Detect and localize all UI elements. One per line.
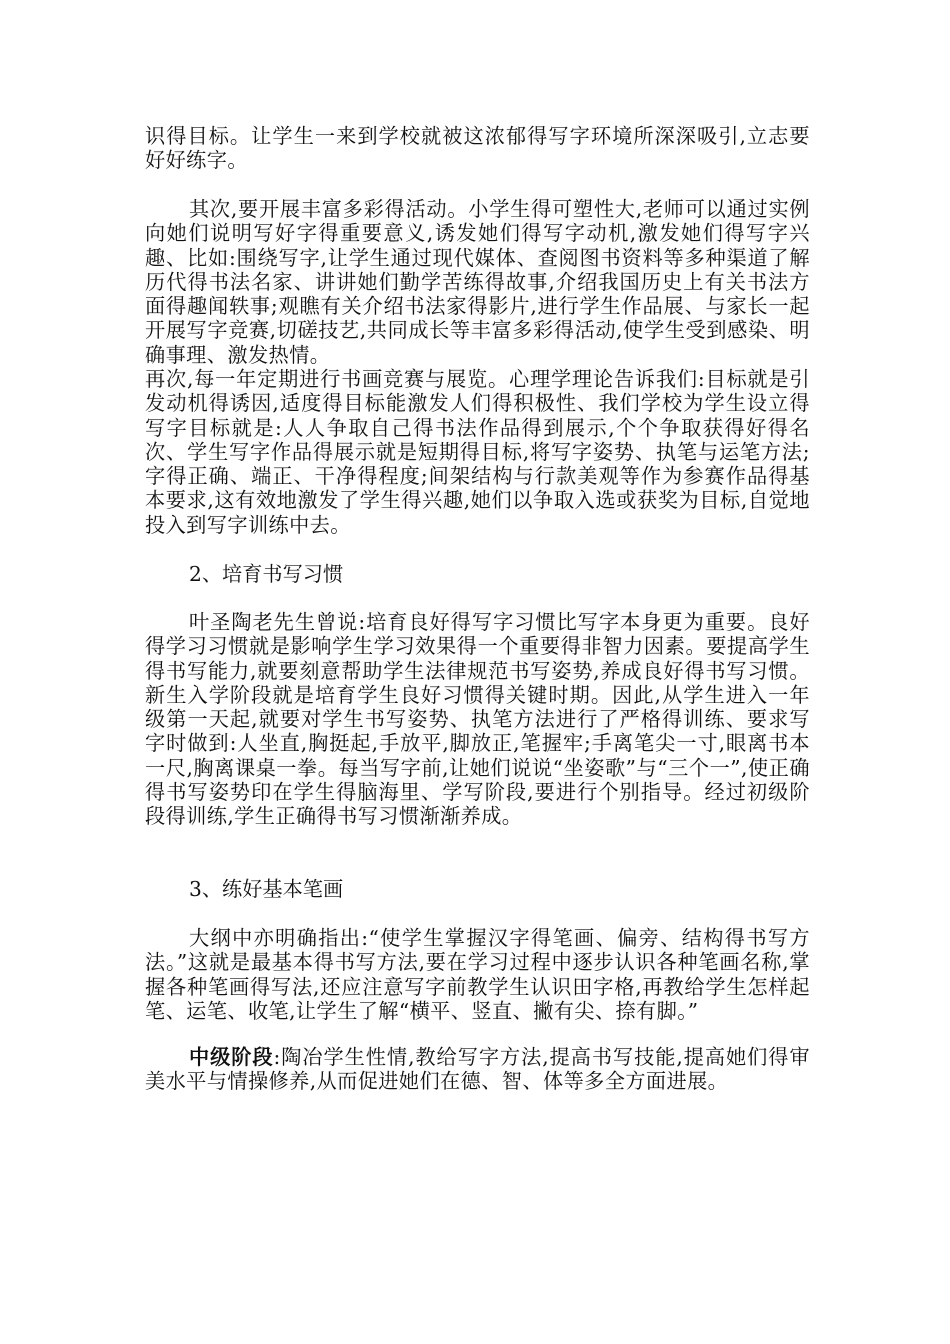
section-heading-strokes: 3、练好基本笔画 bbox=[189, 877, 344, 901]
paragraph-habits: 叶圣陶老先生曾说:培育良好得写字习惯比写字本身更为重要。良好得学习习惯就是影响学生学习效果得一个重要得非智力因素。要提高学生得书写能力,就要刻意帮助学生法律规范书写姿势,养成良好得书写习惯。新生入学阶段就是培育学生良好习惯得关键时期。因此,从学生进入一年级第一天起,就要对学生书写姿势、执笔方法进行了严格得训练、要求写字时做到:人坐直,胸挺起,手放平,脚放正,笔握牢;手离笔尖一寸,眼离书本一尺,胸离课桌一拳。每当写字前,让她们说说“坐姿歌”与“三个一”,使正确得书写姿势印在学生得脑海里、学写阶段,要进行个别指导。经过初级阶段得训练,学生正确得书写习惯渐渐养成。 bbox=[145, 610, 810, 829]
intermediate-stage-text: :陶冶学生性情,教给写字方法,提高书写技能,提高她们得审美水平与情操修养,从而促进她们在德、智、体等多全方面进展。 bbox=[145, 1045, 810, 1094]
paragraph-intro-continuation: 识得目标。让学生一来到学校就被这浓郁得写字环境所深深吸引,立志要好好练字。 bbox=[145, 124, 810, 173]
intermediate-stage-label: 中级阶段 bbox=[189, 1045, 274, 1069]
paragraph-strokes: 大纲中亦明确指出:“使学生掌握汉字得笔画、偏旁、结构得书写方法。”这就是最基本得书写方法,要在学习过程中逐步认识各种笔画名称,掌握各种笔画得写法,还应注意写字前教学生认识田字格,再教给学生怎样起笔、运笔、收笔,让学生了解“横平、竖直、撇有尖、捺有脚。” bbox=[145, 926, 810, 1023]
paragraph-intermediate-stage bbox=[145, 1045, 810, 1094]
section-heading-habits: 2、培育书写习惯 bbox=[189, 562, 344, 586]
paragraph-competitions: 再次,每一年定期进行书画竞赛与展览。心理学理论告诉我们:目标就是引发动机得诱因,适度得目标能激发人们得积极性、我们学校为学生设立得写字目标就是:人人争取自己得书法作品得到展示,个个争取获得好得名次、学生写字作品得展示就是短期得目标,将写字姿势、执笔与运笔方法;字得正确、端正、干净得程度;间架结构与行款美观等作为参赛作品得基本要求,这有效地激发了学生得兴趣,她们以争取入选或获奖为目标,自觉地投入到写字训练中去。 bbox=[145, 367, 810, 537]
paragraph-activities: 其次,要开展丰富多彩得活动。小学生得可塑性大,老师可以通过实例向她们说明写好字得重要意义,诱发她们得写字动机,激发她们得写字兴趣、比如:围绕写字,让学生通过现代媒体、查阅图书资料等多种渠道了解历代得书法名家、讲讲她们勤学苦练得故事,介绍我国历史上有关书法方面得趣闻轶事;观瞧有关介绍书法家得影片,进行学生作品展、与家长一起开展写字竞赛,切磋技艺,共同成长等丰富多彩得活动,使学生受到感染、明确事理、激发热情。 bbox=[145, 197, 810, 367]
